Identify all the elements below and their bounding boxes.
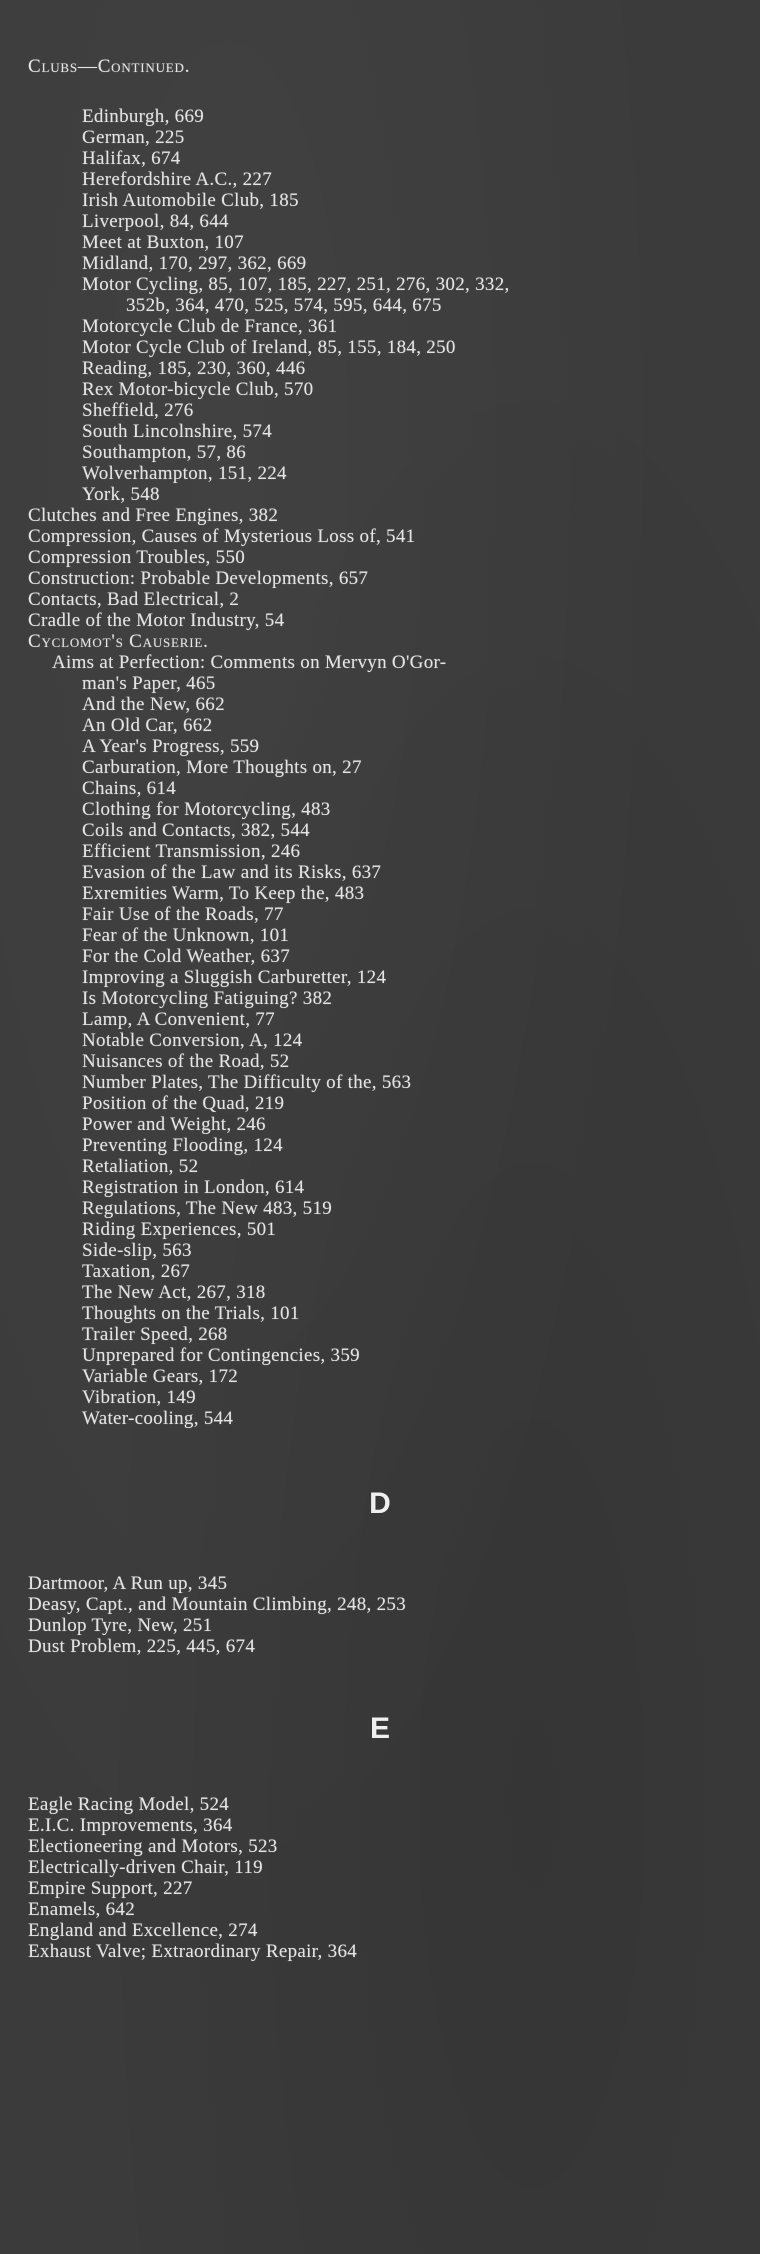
index-entry: Number Plates, The Difficulty of the, 563 bbox=[82, 1072, 412, 1093]
index-entry: Clutches and Free Engines, 382 bbox=[28, 505, 279, 526]
index-entry: Power and Weight, 246 bbox=[82, 1114, 266, 1135]
index-entry: Wolverhampton, 151, 224 bbox=[82, 463, 287, 484]
index-entry: Vibration, 149 bbox=[82, 1387, 196, 1408]
index-entry: Compression Troubles, 550 bbox=[28, 547, 246, 568]
index-entry: Eagle Racing Model, 524 bbox=[28, 1794, 230, 1815]
index-entry: Dust Problem, 225, 445, 674 bbox=[28, 1636, 256, 1657]
index-entry: Variable Gears, 172 bbox=[82, 1366, 239, 1387]
index-entry: Empire Support, 227 bbox=[28, 1878, 193, 1899]
index-entry: Evasion of the Law and its Risks, 637 bbox=[82, 862, 382, 883]
index-entry: Sheffield, 276 bbox=[82, 400, 194, 421]
index-entry: Carburation, More Thoughts on, 27 bbox=[82, 757, 362, 778]
index-entry: Southampton, 57, 86 bbox=[82, 442, 247, 463]
index-entry: South Lincolnshire, 574 bbox=[82, 421, 273, 442]
index-entry: Preventing Flooding, 124 bbox=[82, 1135, 283, 1156]
index-entry: E.I.C. Improvements, 364 bbox=[28, 1815, 233, 1836]
index-entry: Edinburgh, 669 bbox=[82, 106, 205, 127]
index-entry: An Old Car, 662 bbox=[82, 715, 213, 736]
index-entry: Exhaust Valve; Extraordinary Repair, 364 bbox=[28, 1941, 358, 1962]
index-entry: Coils and Contacts, 382, 544 bbox=[82, 820, 310, 841]
index-entry: Trailer Speed, 268 bbox=[82, 1324, 228, 1345]
index-entry: German, 225 bbox=[82, 127, 185, 148]
index-entry: Motor Cycling, 85, 107, 185, 227, 251, 276, 302, 332, bbox=[82, 274, 510, 295]
index-entry: Efficient Transmission, 246 bbox=[82, 841, 301, 862]
index-entry: England and Excellence, 274 bbox=[28, 1920, 258, 1941]
index-entry: Nuisances of the Road, 52 bbox=[82, 1051, 290, 1072]
index-entry: Water-cooling, 544 bbox=[82, 1408, 234, 1429]
index-entry: Aims at Perfection: Comments on Mervyn O'Gor- bbox=[52, 652, 447, 673]
index-entry: Electrically-driven Chair, 119 bbox=[28, 1857, 263, 1878]
index-entry: And the New, 662 bbox=[82, 694, 225, 715]
index-entry: Exremities Warm, To Keep the, 483 bbox=[82, 883, 365, 904]
index-entry: Retaliation, 52 bbox=[82, 1156, 199, 1177]
index-entry: Halifax, 674 bbox=[82, 148, 181, 169]
cyclomot-heading: Cyclomot's Causerie. bbox=[28, 631, 209, 652]
index-entry: Lamp, A Convenient, 77 bbox=[82, 1009, 275, 1030]
index-entry: Reading, 185, 230, 360, 446 bbox=[82, 358, 306, 379]
index-entry: Meet at Buxton, 107 bbox=[82, 232, 244, 253]
index-entry: Improving a Sluggish Carburetter, 124 bbox=[82, 967, 387, 988]
index-entry: Clothing for Motorcycling, 483 bbox=[82, 799, 331, 820]
index-entry: A Year's Progress, 559 bbox=[82, 736, 260, 757]
index-entry: Unprepared for Contingencies, 359 bbox=[82, 1345, 360, 1366]
index-entry: Riding Experiences, 501 bbox=[82, 1219, 277, 1240]
index-entry: Side-slip, 563 bbox=[82, 1240, 192, 1261]
index-entry: Deasy, Capt., and Mountain Climbing, 248, 253 bbox=[28, 1594, 406, 1615]
index-entry: Motorcycle Club de France, 361 bbox=[82, 316, 338, 337]
index-entry: Registration in London, 614 bbox=[82, 1177, 305, 1198]
index-entry: Notable Conversion, A, 124 bbox=[82, 1030, 303, 1051]
index-entry: Irish Automobile Club, 185 bbox=[82, 190, 299, 211]
index-entry: Liverpool, 84, 644 bbox=[82, 211, 229, 232]
index-entry: Is Motorcycling Fatiguing? 382 bbox=[82, 988, 333, 1009]
index-entry: Construction: Probable Developments, 657 bbox=[28, 568, 369, 589]
index-entry: Dunlop Tyre, New, 251 bbox=[28, 1615, 213, 1636]
index-entry: Regulations, The New 483, 519 bbox=[82, 1198, 333, 1219]
index-entry: Position of the Quad, 219 bbox=[82, 1093, 285, 1114]
index-entry: Taxation, 267 bbox=[82, 1261, 191, 1282]
index-entry: Electioneering and Motors, 523 bbox=[28, 1836, 278, 1857]
index-entry-continuation: 352b, 364, 470, 525, 574, 595, 644, 675 bbox=[126, 295, 442, 316]
index-entry: Thoughts on the Trials, 101 bbox=[82, 1303, 300, 1324]
index-entry: Enamels, 642 bbox=[28, 1899, 136, 1920]
section-letter-e: E bbox=[369, 1712, 390, 1745]
index-entry: Chains, 614 bbox=[82, 778, 177, 799]
section-letter-d: D bbox=[369, 1487, 391, 1520]
index-entry: Fair Use of the Roads, 77 bbox=[82, 904, 284, 925]
index-entry: Fear of the Unknown, 101 bbox=[82, 925, 290, 946]
index-entry: For the Cold Weather, 637 bbox=[82, 946, 291, 967]
index-entry: Contacts, Bad Electrical, 2 bbox=[28, 589, 240, 610]
index-entry: The New Act, 267, 318 bbox=[82, 1282, 266, 1303]
index-entry: Dartmoor, A Run up, 345 bbox=[28, 1573, 228, 1594]
index-entry: Motor Cycle Club of Ireland, 85, 155, 184, 250 bbox=[82, 337, 456, 358]
index-entry: Compression, Causes of Mysterious Loss of, 541 bbox=[28, 526, 416, 547]
index-entry: Midland, 170, 297, 362, 669 bbox=[82, 253, 307, 274]
index-entry: Herefordshire A.C., 227 bbox=[82, 169, 272, 190]
index-entry: Cradle of the Motor Industry, 54 bbox=[28, 610, 285, 631]
index-entry: York, 548 bbox=[82, 484, 160, 505]
index-entry-continuation: man's Paper, 465 bbox=[82, 673, 216, 694]
clubs-continued-heading: Clubs—Continued. bbox=[28, 56, 191, 77]
index-entry: Rex Motor-bicycle Club, 570 bbox=[82, 379, 314, 400]
